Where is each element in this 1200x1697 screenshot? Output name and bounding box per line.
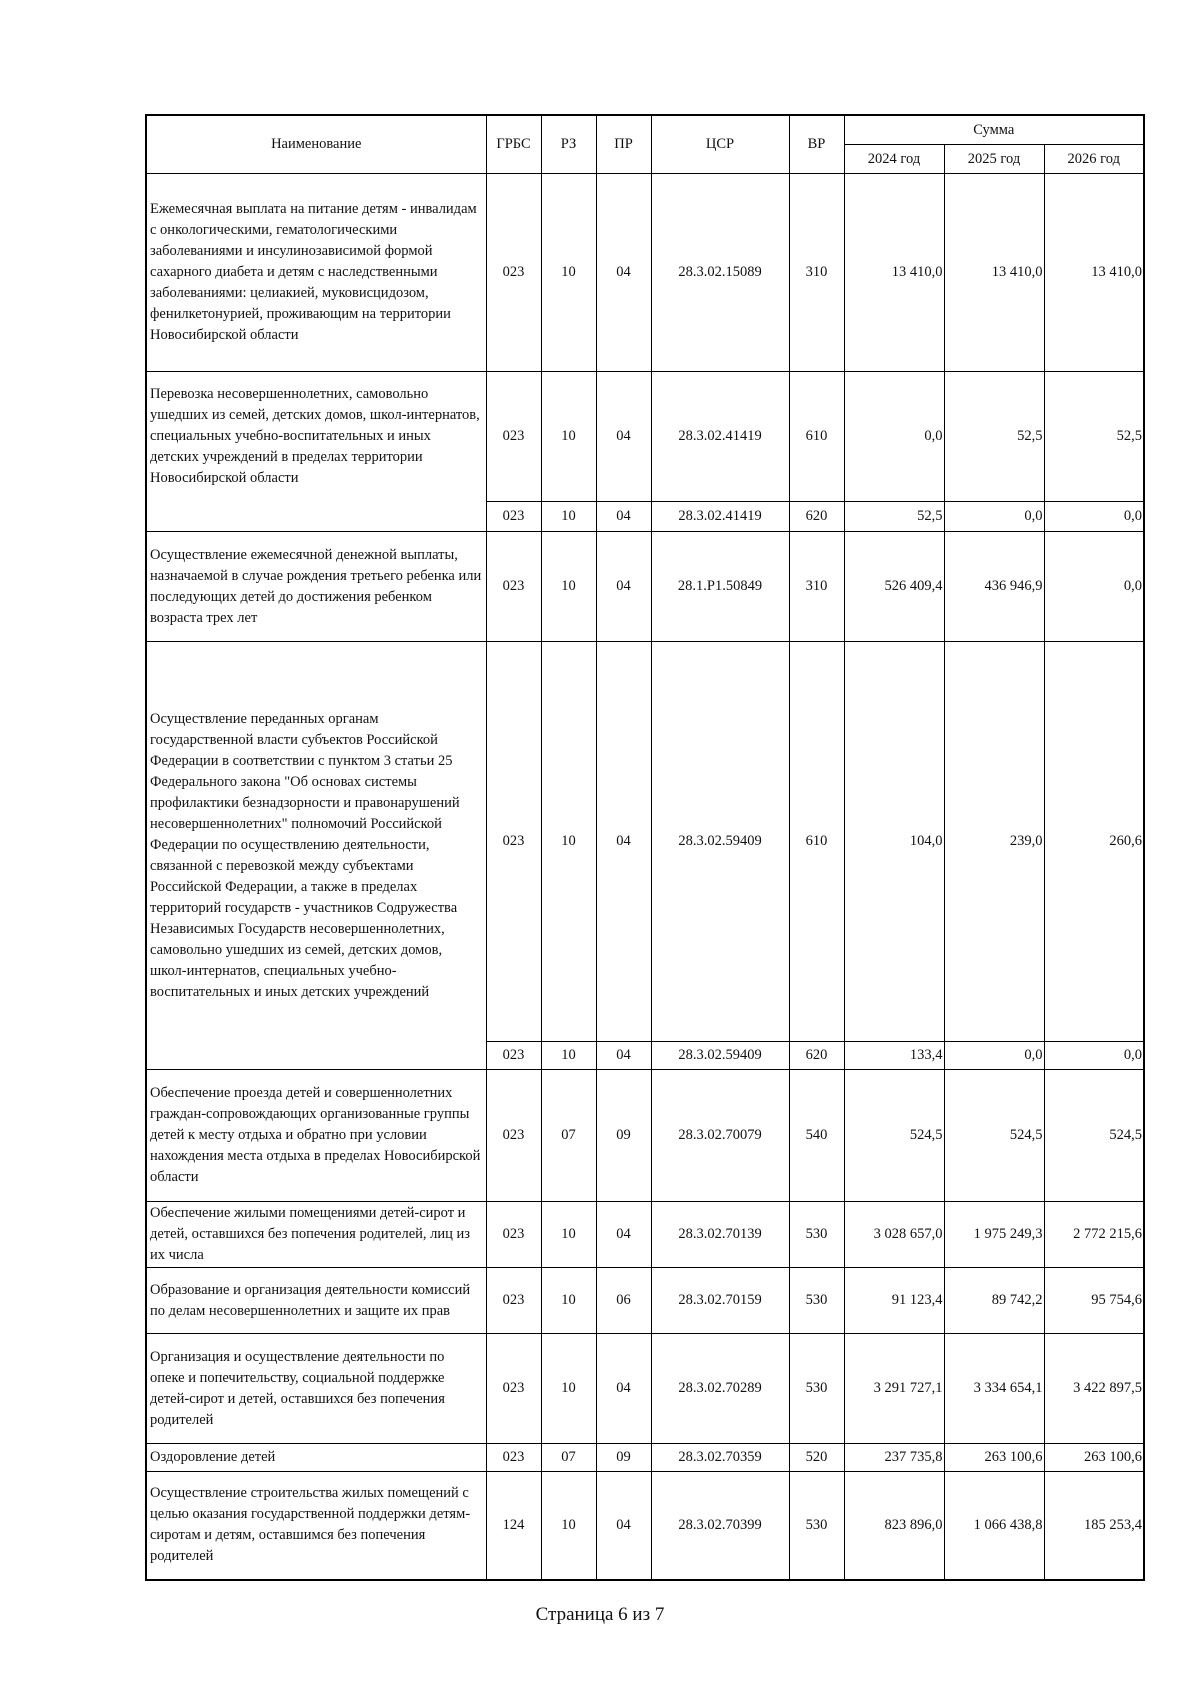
table-row bbox=[146, 1202, 1144, 1268]
page-number: Страница 6 из 7 bbox=[535, 1604, 665, 1625]
row-sum-2025: 89 742,2 bbox=[944, 1268, 1044, 1334]
row-vr: 530 bbox=[789, 1268, 844, 1334]
row-name: Образование и организация деятельности комиссий по делам несовершеннолетних и защите их прав bbox=[146, 1268, 486, 1334]
row-sum-2025: 1 975 249,3 bbox=[944, 1202, 1044, 1268]
row-name: Ежемесячная выплата на питание детям - инвалидам с онкологическими, гематологическими заболеваниями и инсулинозависимой формой сахарного диабета и детям с наследственными заболеваниями: целиакией, муковисцидозом, фенилкетонурией, проживающим на территории Новосибирской области bbox=[146, 174, 486, 372]
row-csr: 28.3.02.70359 bbox=[651, 1444, 789, 1472]
row-pr: 04 bbox=[596, 174, 651, 372]
row-sum-2026: 263 100,6 bbox=[1044, 1444, 1144, 1472]
row-sum-2024: 237 735,8 bbox=[844, 1444, 944, 1472]
row-vr: 310 bbox=[789, 174, 844, 372]
row-name: Оздоровление детей bbox=[146, 1444, 486, 1472]
row-pr: 04 bbox=[596, 642, 651, 1042]
table-row bbox=[146, 1472, 1144, 1580]
row-vr: 540 bbox=[789, 1070, 844, 1202]
row-name: Осуществление ежемесячной денежной выплаты, назначаемой в случае рождения третьего ребенка или последующих детей до достижения ребенком возраста трех лет bbox=[146, 532, 486, 642]
row-sum-2025: 436 946,9 bbox=[944, 532, 1044, 642]
row-csr: 28.3.02.59409 bbox=[651, 642, 789, 1042]
row-sum-2026: 95 754,6 bbox=[1044, 1268, 1144, 1334]
row-sum-2025: 13 410,0 bbox=[944, 174, 1044, 372]
row-grbs: 023 bbox=[486, 1070, 541, 1202]
row-rz: 10 bbox=[541, 372, 596, 502]
row-name: Осуществление переданных органам государственной власти субъектов Российской Федерации в соответствии с пунктом 3 статьи 25 Федерального закона "Об основах системы профилактики безнадзорности и правонарушений несовершеннолетних" полномочий Российской Федерации по осуществлению деятельности, связанной с перевозкой между субъектами Российской Федерации, а также в пределах территорий государств - участников Содружества Независимых Государств несовершеннолетних, самовольно ушедших из семей, детских домов, школ-интернатов, специальных учебно-воспитательных и иных детских учреждений bbox=[146, 642, 486, 1070]
row-rz: 10 bbox=[541, 502, 596, 532]
row-name: Обеспечение проезда детей и совершеннолетних граждан-сопровождающих организованные группы детей к месту отдыха и обратно при условии нахождения места отдыха в пределах Новосибирской области bbox=[146, 1070, 486, 1202]
row-sum-2024: 3 291 727,1 bbox=[844, 1334, 944, 1444]
table-row bbox=[146, 1444, 1144, 1472]
row-pr: 04 bbox=[596, 532, 651, 642]
row-csr: 28.3.02.59409 bbox=[651, 1042, 789, 1070]
row-rz: 10 bbox=[541, 1042, 596, 1070]
row-pr: 04 bbox=[596, 1202, 651, 1268]
row-sum-2024: 526 409,4 bbox=[844, 532, 944, 642]
row-rz: 10 bbox=[541, 1202, 596, 1268]
row-csr: 28.3.02.41419 bbox=[651, 372, 789, 502]
row-sum-2025: 52,5 bbox=[944, 372, 1044, 502]
row-pr: 09 bbox=[596, 1070, 651, 1202]
row-name: Организация и осуществление деятельности по опеке и попечительству, социальной поддержке детей-сирот и детей, оставшихся без попечения родителей bbox=[146, 1334, 486, 1444]
row-grbs: 023 bbox=[486, 642, 541, 1042]
row-rz: 10 bbox=[541, 642, 596, 1042]
row-sum-2024: 133,4 bbox=[844, 1042, 944, 1070]
row-sum-2025: 0,0 bbox=[944, 502, 1044, 532]
row-sum-2025: 239,0 bbox=[944, 642, 1044, 1042]
header-csr: ЦСР bbox=[651, 115, 789, 174]
row-sum-2025: 3 334 654,1 bbox=[944, 1334, 1044, 1444]
row-sum-2026: 260,6 bbox=[1044, 642, 1144, 1042]
row-rz: 10 bbox=[541, 1334, 596, 1444]
header-name: Наименование bbox=[146, 115, 486, 174]
table-row bbox=[146, 1070, 1144, 1202]
row-sum-2024: 104,0 bbox=[844, 642, 944, 1042]
header-year-2026: 2026 год bbox=[1044, 145, 1144, 174]
row-sum-2024: 0,0 bbox=[844, 372, 944, 502]
row-name: Перевозка несовершеннолетних, самовольно ушедших из семей, детских домов, школ-интернатов, специальных учебно-воспитательных и иных детских учреждений в пределах территории Новосибирской области bbox=[146, 372, 486, 532]
row-grbs: 124 bbox=[486, 1472, 541, 1580]
row-vr: 530 bbox=[789, 1472, 844, 1580]
header-sum: Сумма bbox=[844, 115, 1144, 145]
row-grbs: 023 bbox=[486, 1268, 541, 1334]
row-csr: 28.3.02.70139 bbox=[651, 1202, 789, 1268]
row-sum-2026: 2 772 215,6 bbox=[1044, 1202, 1144, 1268]
row-vr: 620 bbox=[789, 502, 844, 532]
row-sum-2025: 263 100,6 bbox=[944, 1444, 1044, 1472]
row-rz: 10 bbox=[541, 1268, 596, 1334]
row-sum-2026: 0,0 bbox=[1044, 532, 1144, 642]
row-sum-2026: 0,0 bbox=[1044, 1042, 1144, 1070]
row-sum-2026: 13 410,0 bbox=[1044, 174, 1144, 372]
row-sum-2024: 3 028 657,0 bbox=[844, 1202, 944, 1268]
row-sum-2024: 13 410,0 bbox=[844, 174, 944, 372]
row-name: Обеспечение жилыми помещениями детей-сирот и детей, оставшихся без попечения родителей, лиц из их числа bbox=[146, 1202, 486, 1268]
header-year-2025: 2025 год bbox=[944, 145, 1044, 174]
row-sum-2026: 52,5 bbox=[1044, 372, 1144, 502]
header-grbs: ГРБС bbox=[486, 115, 541, 174]
row-csr: 28.3.02.15089 bbox=[651, 174, 789, 372]
row-vr: 620 bbox=[789, 1042, 844, 1070]
row-pr: 04 bbox=[596, 372, 651, 502]
row-pr: 04 bbox=[596, 1042, 651, 1070]
row-vr: 520 bbox=[789, 1444, 844, 1472]
row-pr: 04 bbox=[596, 502, 651, 532]
row-csr: 28.3.02.70289 bbox=[651, 1334, 789, 1444]
row-vr: 610 bbox=[789, 372, 844, 502]
header-pr: ПР bbox=[596, 115, 651, 174]
row-rz: 07 bbox=[541, 1070, 596, 1202]
row-grbs: 023 bbox=[486, 1334, 541, 1444]
budget-table bbox=[145, 114, 1145, 1581]
row-vr: 530 bbox=[789, 1202, 844, 1268]
row-sum-2026: 0,0 bbox=[1044, 502, 1144, 532]
row-csr: 28.3.02.41419 bbox=[651, 502, 789, 532]
row-pr: 09 bbox=[596, 1444, 651, 1472]
row-grbs: 023 bbox=[486, 1042, 541, 1070]
table-row bbox=[146, 1268, 1144, 1334]
row-sum-2025: 0,0 bbox=[944, 1042, 1044, 1070]
row-vr: 310 bbox=[789, 532, 844, 642]
table-row bbox=[146, 642, 1144, 1042]
row-grbs: 023 bbox=[486, 1202, 541, 1268]
row-csr: 28.3.02.70079 bbox=[651, 1070, 789, 1202]
row-sum-2026: 3 422 897,5 bbox=[1044, 1334, 1144, 1444]
row-pr: 04 bbox=[596, 1472, 651, 1580]
row-sum-2024: 91 123,4 bbox=[844, 1268, 944, 1334]
header-year-2024: 2024 год bbox=[844, 145, 944, 174]
row-sum-2024: 823 896,0 bbox=[844, 1472, 944, 1580]
row-sum-2024: 52,5 bbox=[844, 502, 944, 532]
row-grbs: 023 bbox=[486, 1444, 541, 1472]
header-rz: РЗ bbox=[541, 115, 596, 174]
row-csr: 28.3.02.70399 bbox=[651, 1472, 789, 1580]
row-grbs: 023 bbox=[486, 502, 541, 532]
row-sum-2026: 185 253,4 bbox=[1044, 1472, 1144, 1580]
row-vr: 530 bbox=[789, 1334, 844, 1444]
table-row bbox=[146, 174, 1144, 372]
row-csr: 28.3.02.70159 bbox=[651, 1268, 789, 1334]
row-rz: 10 bbox=[541, 1472, 596, 1580]
row-pr: 04 bbox=[596, 1334, 651, 1444]
row-grbs: 023 bbox=[486, 174, 541, 372]
header-vr: ВР bbox=[789, 115, 844, 174]
row-rz: 10 bbox=[541, 174, 596, 372]
row-name: Осуществление строительства жилых помещений с целью оказания государственной поддержки детям-сиротам и детям, оставшимся без попечения родителей bbox=[146, 1472, 486, 1580]
table-row bbox=[146, 1334, 1144, 1444]
row-sum-2024: 524,5 bbox=[844, 1070, 944, 1202]
table-row bbox=[146, 372, 1144, 502]
row-sum-2025: 1 066 438,8 bbox=[944, 1472, 1044, 1580]
row-csr: 28.1.P1.50849 bbox=[651, 532, 789, 642]
row-pr: 06 bbox=[596, 1268, 651, 1334]
row-rz: 07 bbox=[541, 1444, 596, 1472]
row-grbs: 023 bbox=[486, 372, 541, 502]
row-sum-2025: 524,5 bbox=[944, 1070, 1044, 1202]
row-sum-2026: 524,5 bbox=[1044, 1070, 1144, 1202]
row-grbs: 023 bbox=[486, 532, 541, 642]
table-row bbox=[146, 532, 1144, 642]
row-rz: 10 bbox=[541, 532, 596, 642]
row-vr: 610 bbox=[789, 642, 844, 1042]
